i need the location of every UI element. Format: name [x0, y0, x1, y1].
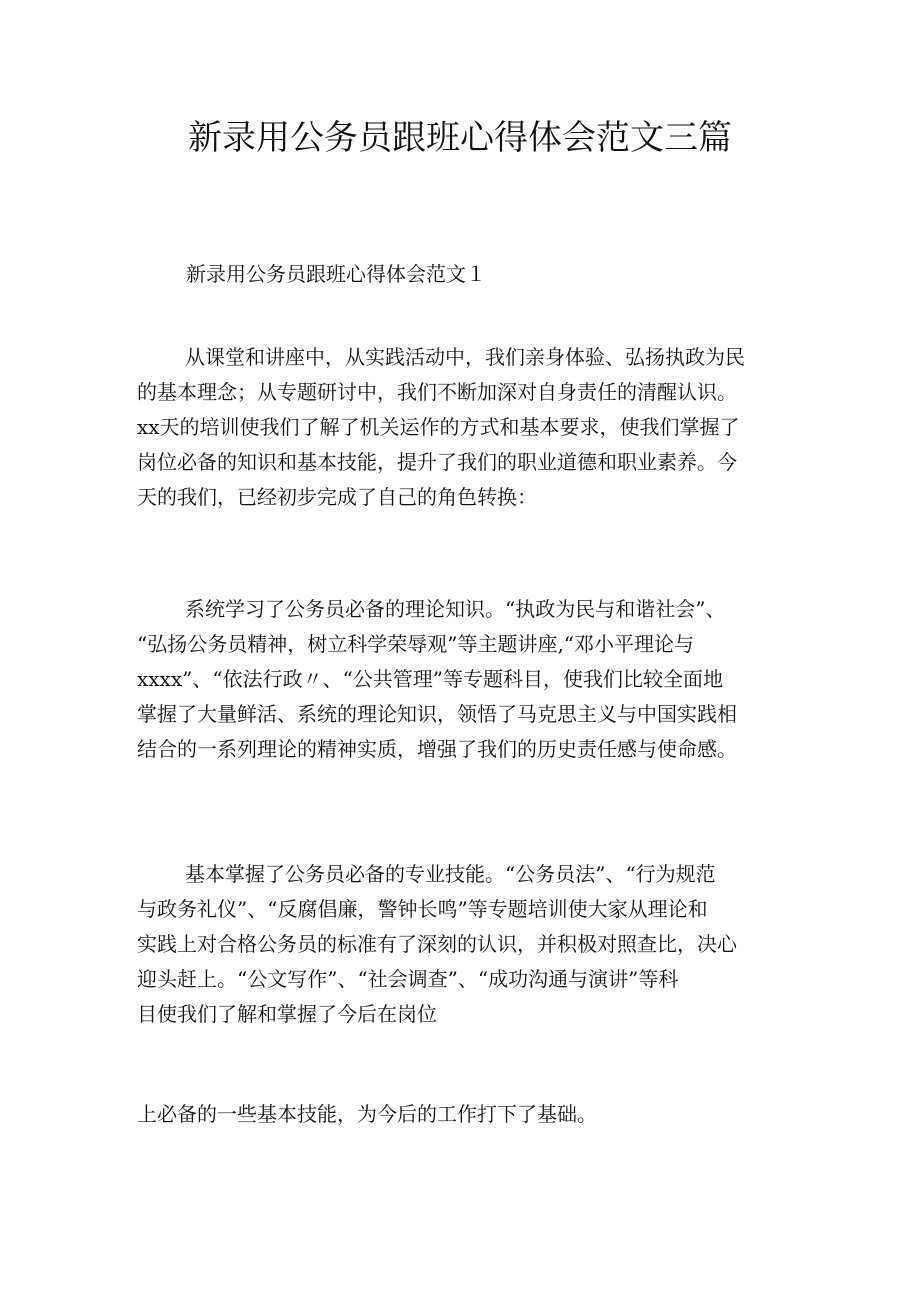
paragraph-line: 岗位必备的知识和基本技能，提升了我们的职业道德和职业素养。今	[137, 450, 737, 474]
paragraph-3	[137, 857, 797, 1032]
paragraph-line: 与政务礼仪”、“反腐倡廉，警钟长鸣”等专题培训使大家从理论和	[137, 897, 708, 921]
paragraph-line: 系统学习了公务员必备的理论知识。“执政为民与和谐社会”、	[185, 597, 726, 621]
paragraph-2	[137, 592, 797, 767]
section-heading: 新录用公务员跟班心得体会范文１	[186, 262, 486, 286]
paragraph-line: “弘扬公务员精神，树立科学荣辱观”等主题讲座,“邓小平理论与	[137, 632, 695, 656]
paragraph-1	[137, 340, 797, 515]
paragraph-line: 结合的一系列理论的精神实质，增强了我们的历史责任感与使命感。	[137, 737, 737, 761]
paragraph-4	[137, 1097, 797, 1132]
paragraph-line: 的基本理念；从专题研讨中，我们不断加深对自身责任的清醒认识。	[137, 380, 737, 404]
paragraph-line: xx天的培训使我们了解了机关运作的方式和基本要求，使我们掌握了	[137, 415, 740, 439]
paragraph-line: 掌握了大量鲜活、系统的理论知识，领悟了马克思主义与中国实践相	[137, 702, 737, 726]
document-title: 新录用公务员跟班心得体会范文三篇	[188, 118, 732, 158]
paragraph-line: 基本掌握了公务员必备的专业技能。“公务员法”、“行为规范	[185, 862, 716, 886]
paragraph-line: 上必备的一些基本技能，为今后的工作打下了基础。	[137, 1102, 597, 1126]
paragraph-line: xxxx”、“依法行政〃、“公共管理”等专题科目，使我们比较全面地	[137, 667, 724, 691]
paragraph-line: 目使我们了解和掌握了今后在岗位	[137, 1002, 437, 1026]
paragraph-line: 迎头赶上。“公文写作”、“社会调查”、“成功沟通与演讲”等科	[137, 967, 679, 991]
paragraph-line: 天的我们，已经初步完成了自己的角色转换：	[137, 485, 537, 509]
paragraph-line: 实践上对合格公务员的标准有了深刻的认识，并积极对照查比，决心	[137, 932, 737, 956]
paragraph-line: 从课堂和讲座中，从实践活动中，我们亲身体验、弘扬执政为民	[185, 345, 745, 369]
